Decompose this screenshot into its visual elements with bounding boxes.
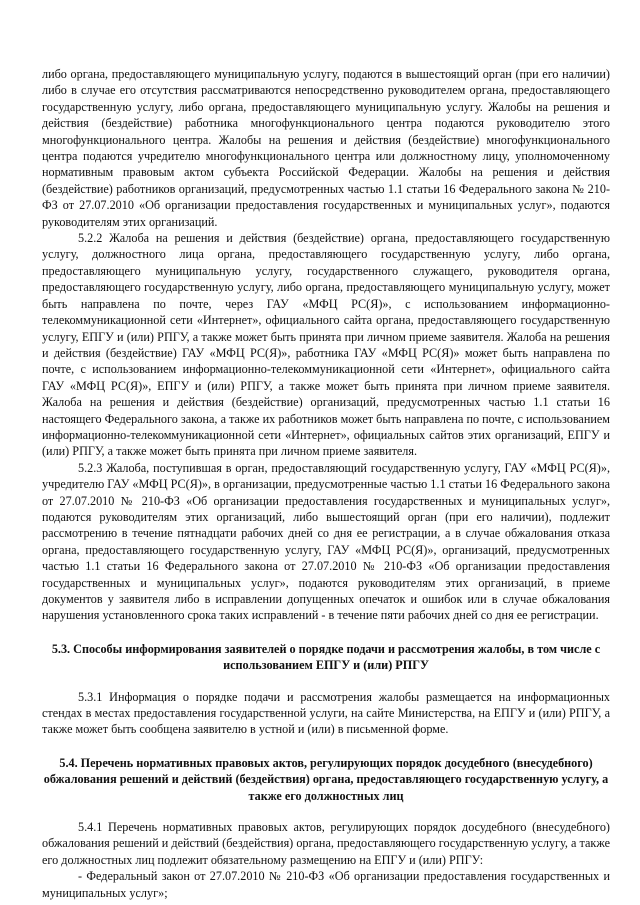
section-heading-5-4: 5.4. Перечень нормативных правовых актов, регулирующих порядок досудебного (внесудебного) обжалования решений и действий (бездействия) органа, предоставляющего государственную услугу, а также его должностных лиц [43, 755, 609, 803]
section-heading-5-3: 5.3. Способы информирования заявителей о порядке подачи и рассмотрения жалобы, в том числе с использованием ЕПГУ и (или) РПГУ [51, 641, 601, 673]
section-spacer [42, 624, 610, 641]
paragraph-5-3-1: 5.3.1 Информация о порядке подачи и рассмотрения жалобы размещается на информационных стендах в местах предоставления государственной услуги, на сайте Министерства, на ЕПГУ и (или) РПГУ, а также может быть сообщена заявителю в устной и (или) в письменной форме. [42, 689, 610, 737]
paragraph-5-4-1: 5.4.1 Перечень нормативных правовых актов, регулирующих порядок досудебного (внесудебного) обжалования решений и действий (бездействия) органа, предоставляющего государственную услугу, а также его должностных лиц подлежит обязательному размещению на ЕПГУ и (или) РПГУ: [42, 820, 610, 867]
paragraph-5-2-1-continuation: либо органа, предоставляющего муниципальную услугу, подаются в вышестоящий орган (при его наличии) либо в случае его отсутствия рассматриваются непосредственно руководителем органа, предоставляющего государственную услугу, либо органа, предоставляющего муниципальную услугу. Жалобы на решения и действия (бездействие) работника многофункционального центра подаются руководителю этого многофункционального центра. Жалобы на решения и действия (бездействие) многофункционального центра подаются учредителю многофункционального центра или должностному лицу, уполномоченному нормативным правовым актом субъекта Российской Федерации. Жалобы на решения и действия (бездействие) работников организаций, предусмотренных частью 1.1 статьи 16 Федерального закона № 210-ФЗ от 27.07.2010 «Об организации предоставления государственных и муниципальных услуг», подаются руководителям этих организаций. [42, 67, 610, 229]
section-spacer [42, 804, 610, 819]
section-spacer [42, 674, 610, 689]
section-spacer [42, 738, 610, 755]
paragraph-5-2-2: 5.2.2 Жалоба на решения и действия (бездействие) органа, предоставляющего государственную услугу, должностного лица органа, предоставляющего государственную услугу, либо органа, предоставляющего муниципальную услугу, государственного служащего, руководителя органа, предоставляющего государственную услугу, либо органа, предоставляющего муниципальную услугу, может быть направлена по почте, через ГАУ «МФЦ РС(Я)», с использованием информационно-телекоммуникационной сети «Интернет», официального сайта органа, предоставляющего государственную услугу, ЕПГУ и (или) РПГУ, а также может быть принята при личном приеме заявителя. Жалоба на решения и действия (бездействие) ГАУ «МФЦ РС(Я)», работника ГАУ «МФЦ РС(Я)» может быть направлена по почте, с использованием информационно-телекоммуникационной сети «Интернет», официального сайта ГАУ «МФЦ РС(Я)», ЕПГУ и (или) РПГУ, а также может быть принята при личном приеме заявителя. Жалоба на решения и действия (бездействие) организаций, предусмотренных частью 1.1 статьи 16 настоящего Федерального закона, а также их работников может быть направлена по почте, с использованием информационно-телекоммуникационной сети «Интернет», официальных сайтов этих организаций, ЕПГУ и (или) РПГУ, а также может быть принята при личном приеме заявителя. [42, 231, 610, 459]
list-item-federal-law: - Федеральный закон от 27.07.2010 № 210-ФЗ «Об организации предоставления государственных и муниципальных услуг»; [42, 869, 610, 900]
paragraph-5-2-3: 5.2.3 Жалоба, поступившая в орган, предоставляющий государственную услугу, ГАУ «МФЦ РС(Я)», учредителю ГАУ «МФЦ РС(Я)», в организации, предусмотренные частью 1.1 статьи 16 Федерального закона от 27.07.2010 № 210-ФЗ «Об организации предоставления государственных и муниципальных услуг», подаются руководителям этих организаций, либо вышестоящий орган (при его наличии), подлежит рассмотрению в течение пятнадцати рабочих дней со дня ее регистрации, а в случае обжалования отказа органа, предоставляющего государственную услугу, ГАУ «МФЦ РС(Я)», организаций, предусмотренных частью 1.1 статьи 16 Федерального закона от 27.07.2010 № 210-ФЗ «Об организации предоставления государственных и муниципальных услуг», подаются руководителям этих организаций, в приеме документов у заявителя либо в исправлении допущенных опечаток и ошибок или в случае обжалования нарушения установленного срока таких исправлений - в течение пяти рабочих дней со дня ее регистрации. [42, 460, 610, 623]
